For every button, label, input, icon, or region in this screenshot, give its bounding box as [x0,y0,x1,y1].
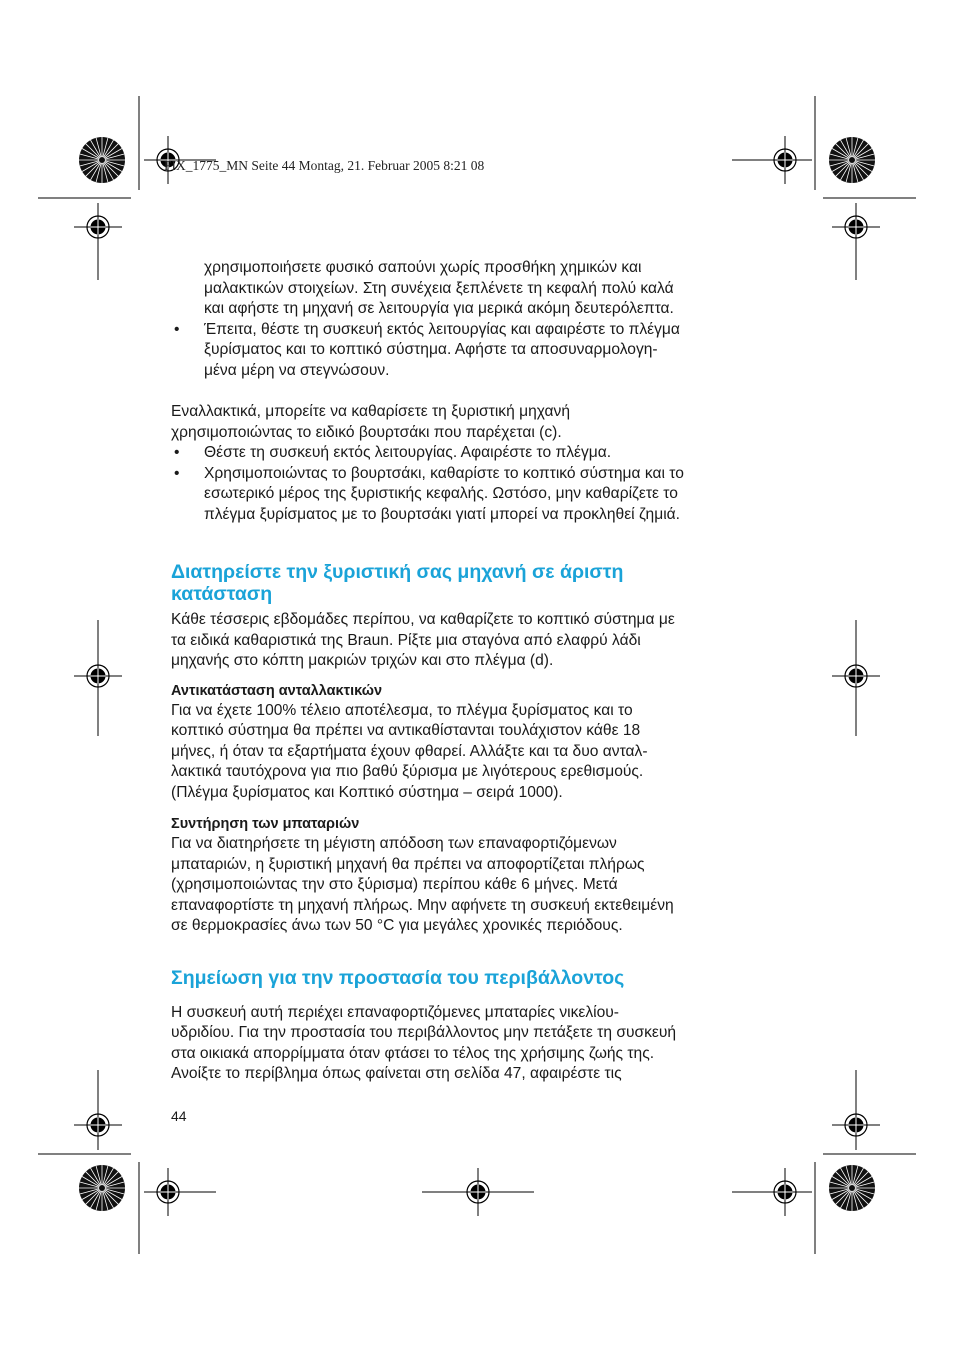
text-line: πλέγμα ξυρίσματος με το βουρτσάκι γιατί μπορεί να προκληθεί ζημιά. [204,505,681,523]
page-number: 44 [171,1108,187,1124]
text-line: και αφήστε τη μηχανή σε λειτουργία για μερικά ακόμη δευτερόλεπτα. [204,300,674,317]
text-line: Εναλλακτικά, μπορείτε να καθαρίσετε τη ξυριστική μηχανή [171,403,570,420]
text-line: (χρησιμοποιώντας την στο ξύρισμα) περίπου κάθε 6 μήνες. Μετά [171,876,618,893]
replacement-paragraph [171,701,786,804]
page-content [171,258,786,1085]
alternative-paragraph [171,402,786,443]
bullet-icon: • [174,320,180,338]
text-line: (Πλέγμα ξυρίσματος και Κοπτικό σύστημα – σειρά 1000). [171,783,563,801]
print-slug: FIX_1775_MN Seite 44 Montag, 21. Februar 2005 8:21 08 [164,158,485,173]
subheading-battery: Συντήρηση των μπαταριών [171,816,360,832]
text-line: Χρησιμοποιώντας το βουρτσάκι, καθαρίστε το κοπτικό σύστημα και το [204,464,684,482]
subheading-replacement: Αντικατάσταση ανταλλακτικών [171,682,383,699]
section-heading [171,561,786,605]
text-line: στα οικιακά απορρίμματα όταν φτάσει το τέλος της χρήσιμης ζωής της. [171,1044,655,1062]
text-line: μηχανής στο κόπτη μακριών τριχών και στο πλέγμα (d). [171,652,554,669]
text-line: επαναφορτίστε τη μηχανή πλήρως. Μην αφήνετε τη συσκευή εκτεθειμένη [171,896,674,914]
text-line: μήνες, ή όταν τα εξαρτήματα έχουν φθαρεί. Αλλάξτε και τα δυο ανταλ- [171,742,648,760]
text-line: μπαταριών, η ξυριστική μηχανή θα πρέπει να αποφορτίζεται πλήρως [171,855,645,873]
text-line: μένα μέρη να στεγνώσουν. [204,361,390,379]
environment-paragraph [171,1003,786,1085]
bullet-icon: • [174,444,180,461]
text-line: Θέστε τη συσκευή εκτός λειτουργίας. Αφαιρέστε το πλέγμα. [204,444,612,461]
text-line: κοπτικό σύστημα θα πρέπει να αντικαθίστανται τουλάχιστον κάθε 18 [171,722,641,739]
spacer [171,525,786,561]
cleaning-continued [171,258,786,320]
text-line: Η συσκευή αυτή περιέχει επαναφορτιζόμενες μπαταρίες νικελίου- [171,1003,619,1021]
text-line: υδριδίου. Για την προστασία του περιβάλλοντος μην πετάξετε τη συσκευή [171,1024,677,1041]
bullet-item [171,443,786,464]
text-line: Έπειτα, θέστε τη συσκευή εκτός λειτουργίας και αφαιρέστε το πλέγμα [204,320,680,338]
spacer [171,989,786,1003]
bullet-list [171,320,786,382]
bullet-icon: • [174,464,180,482]
text-line: Ανοίξτε το περίβλημα όπως φαίνεται στη σελίδα 47, αφαιρέστε τις [171,1065,622,1082]
heading-line: Διατηρείστε την ξυριστική σας μηχανή σε άριστη [171,561,624,583]
text-line: χρησιμοποιώντας το ειδικό βουρτσάκι που παρέχεται (c). [171,423,562,441]
heading-line: κατάσταση [171,583,273,605]
text-line: Κάθε τέσσερις εβδομάδες περίπου, να καθαρίζετε το κοπτικό σύστημα με [171,611,675,628]
maintain-paragraph [171,610,786,672]
spacer [171,803,786,815]
bullet-item [171,464,786,526]
section-heading-environment: Σημείωση για την προστασία του περιβάλλοντος [171,966,625,989]
text-line: εσωτερικό μέρος της ξυριστικής κεφαλής. Ωστόσο, μην καθαρίζετε το [204,485,678,502]
text-line: χρησιμοποιήσετε φυσικό σαπούνι χωρίς προσθήκη χημικών και [204,259,642,276]
spacer [171,672,786,682]
text-line: τα ειδικά καθαριστικά της Braun. Ρίξτε μια σταγόνα από ελαφρύ λάδι [171,631,641,649]
text-line: λακτικά ταυτόχρονα για πιο βαθύ ξύρισμα με λιγότερους ερεθισμούς. [171,763,644,780]
text-line: Για να διατηρήσετε τη μέγιστη απόδοση των επαναφορτιζόμενων [171,835,617,852]
text-line: σε θερμοκρασίες άνω των 50 °C για μεγάλες χρονικές περιόδους. [171,917,623,934]
text-line: ξυρίσματος και το κοπτικό σύστημα. Αφήστε τα αποσυναρμολογη- [204,341,658,358]
spacer [171,937,786,967]
text-line: μαλακτικών στοιχείων. Στη συνέχεια ξεπλένετε τη κεφαλή πολύ καλά [204,279,674,297]
text-line: Για να έχετε 100% τέλειο αποτέλεσμα, το πλέγμα ξυρίσματος και το [171,701,633,719]
bullet-item [171,320,786,382]
bullet-list [171,443,786,525]
battery-paragraph [171,834,786,937]
spacer [171,381,786,402]
